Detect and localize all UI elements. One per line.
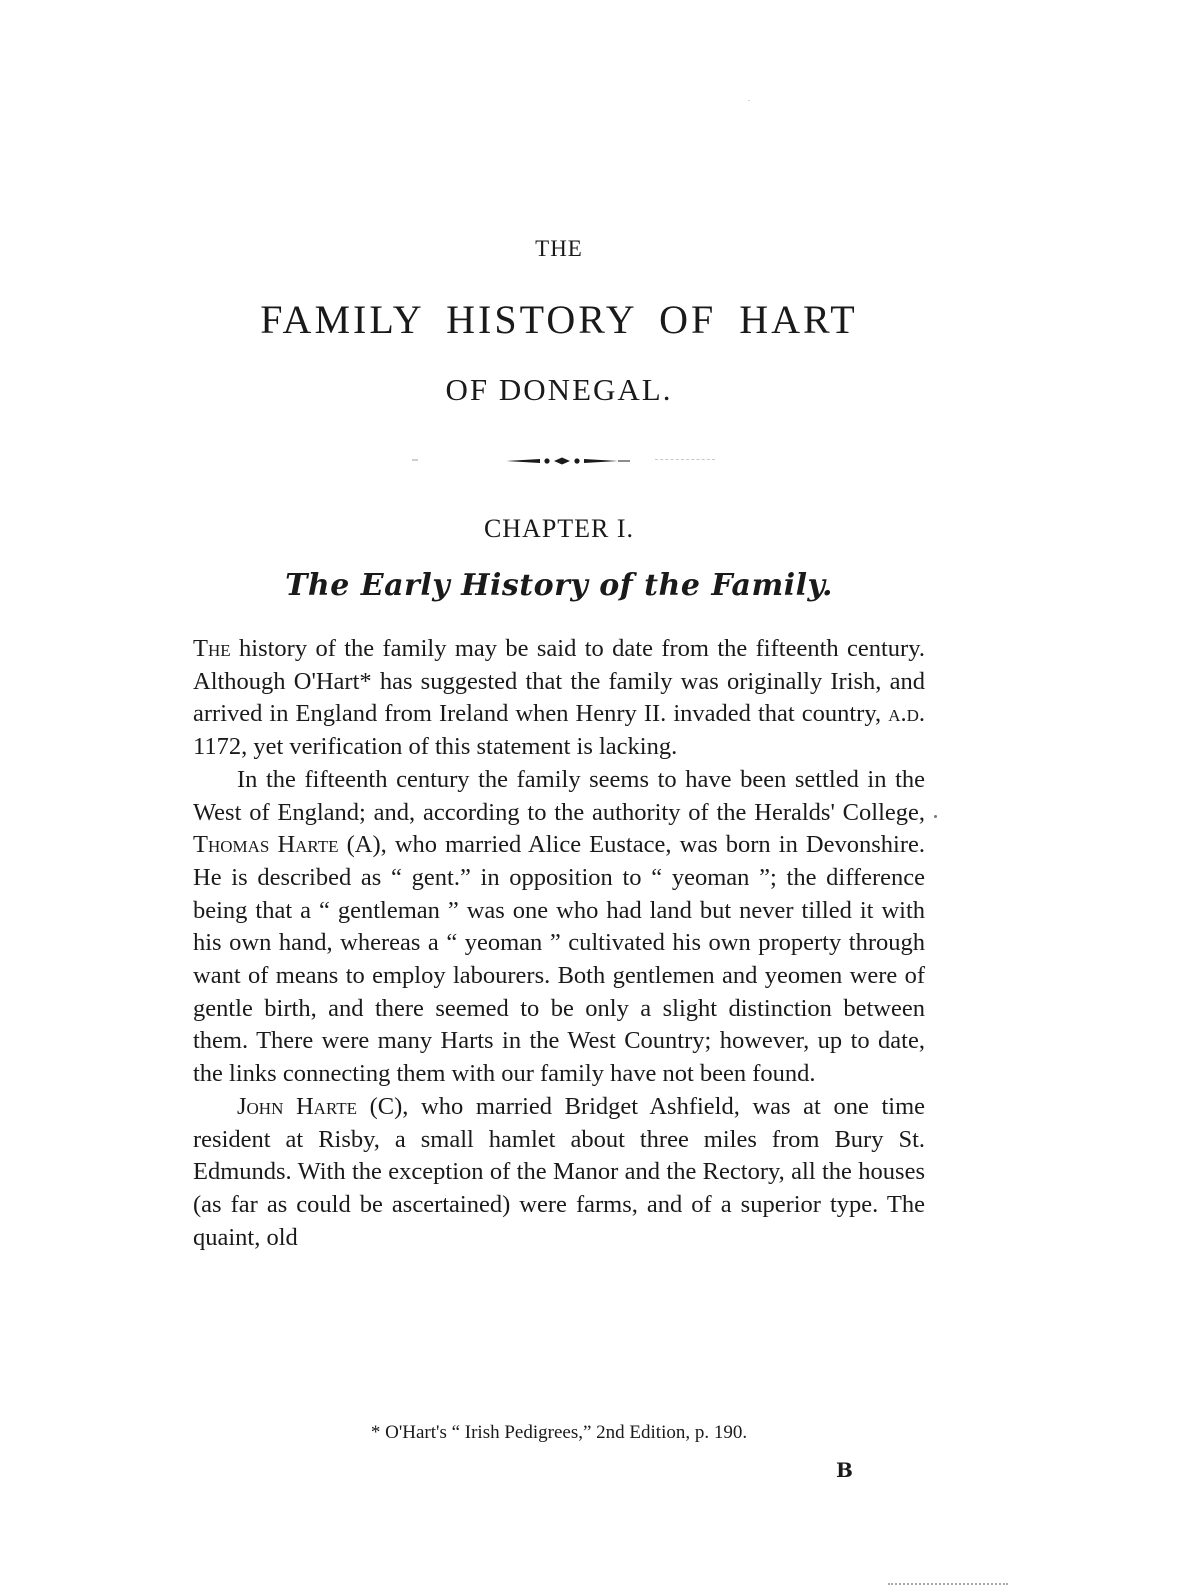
ornament-speck	[412, 459, 418, 461]
book-title: FAMILY HISTORY OF HART	[260, 297, 858, 342]
era-abbreviation: a.d.	[888, 700, 925, 728]
margin-mark	[934, 815, 937, 818]
scan-edge-mark	[888, 1583, 1008, 1585]
person-name: Thomas Harte	[193, 831, 339, 859]
paragraph-lead: The	[193, 635, 231, 662]
paragraph-text: (C), who married Bridget Ashfield, was at one time resident at Risby, a small hamlet about three miles from Bury St. Edmunds. With the exception of the Manor and the Rectory, all the houses (as far as could be ascertained) were farms, and of a superior type. The quaint, old	[193, 1092, 925, 1251]
paragraph-1	[193, 633, 925, 764]
footnote: * O'Hart's “ Irish Pedigrees,” 2nd Edition, p. 190.	[370, 1422, 748, 1443]
paragraph-text: In the fifteenth century the family seems to have been settled in the West of England; and, according to the authority of the Heralds' College,	[193, 765, 925, 826]
body-text	[193, 633, 925, 1254]
chapter-title: The Early History of the Family.	[285, 568, 833, 603]
paragraph-2	[193, 764, 925, 1091]
paragraph-3	[193, 1091, 925, 1255]
paragraph-text-end: 1172, yet verification of this statement is lacking.	[193, 733, 678, 761]
paragraph-text: (A), who married Alice Eustace, was born in Devonshire. He is described as “ gent.” in opposition to “ yeoman ”; the difference being that a “ gentleman ” was one who had land but never tilled it with his own hand, whereas a “ yeoman ” cultivated his own property through want of means to employ labourers. Both gentlemen and yeomen were of gentle birth, and there seemed to be only a slight distinction between them. There were many Harts in the West Country; however, up to date, the links connecting them with our family have not been found.	[193, 831, 925, 1088]
title-article: THE	[535, 236, 583, 261]
ornament-divider-icon	[500, 454, 640, 468]
paragraph-text: history of the family may be said to date from the fifteenth century. Although O'Hart* has suggested that the family was originally Irish, and arrived in England from Ireland when Henry II. invaded that country,	[193, 635, 925, 728]
person-name: John Harte	[237, 1092, 358, 1120]
chapter-number: CHAPTER I.	[483, 514, 635, 543]
page-speck	[748, 100, 750, 101]
book-subtitle: OF DONEGAL.	[445, 372, 673, 407]
ornament-faint-line	[655, 459, 715, 463]
signature-mark: B	[836, 1458, 853, 1482]
